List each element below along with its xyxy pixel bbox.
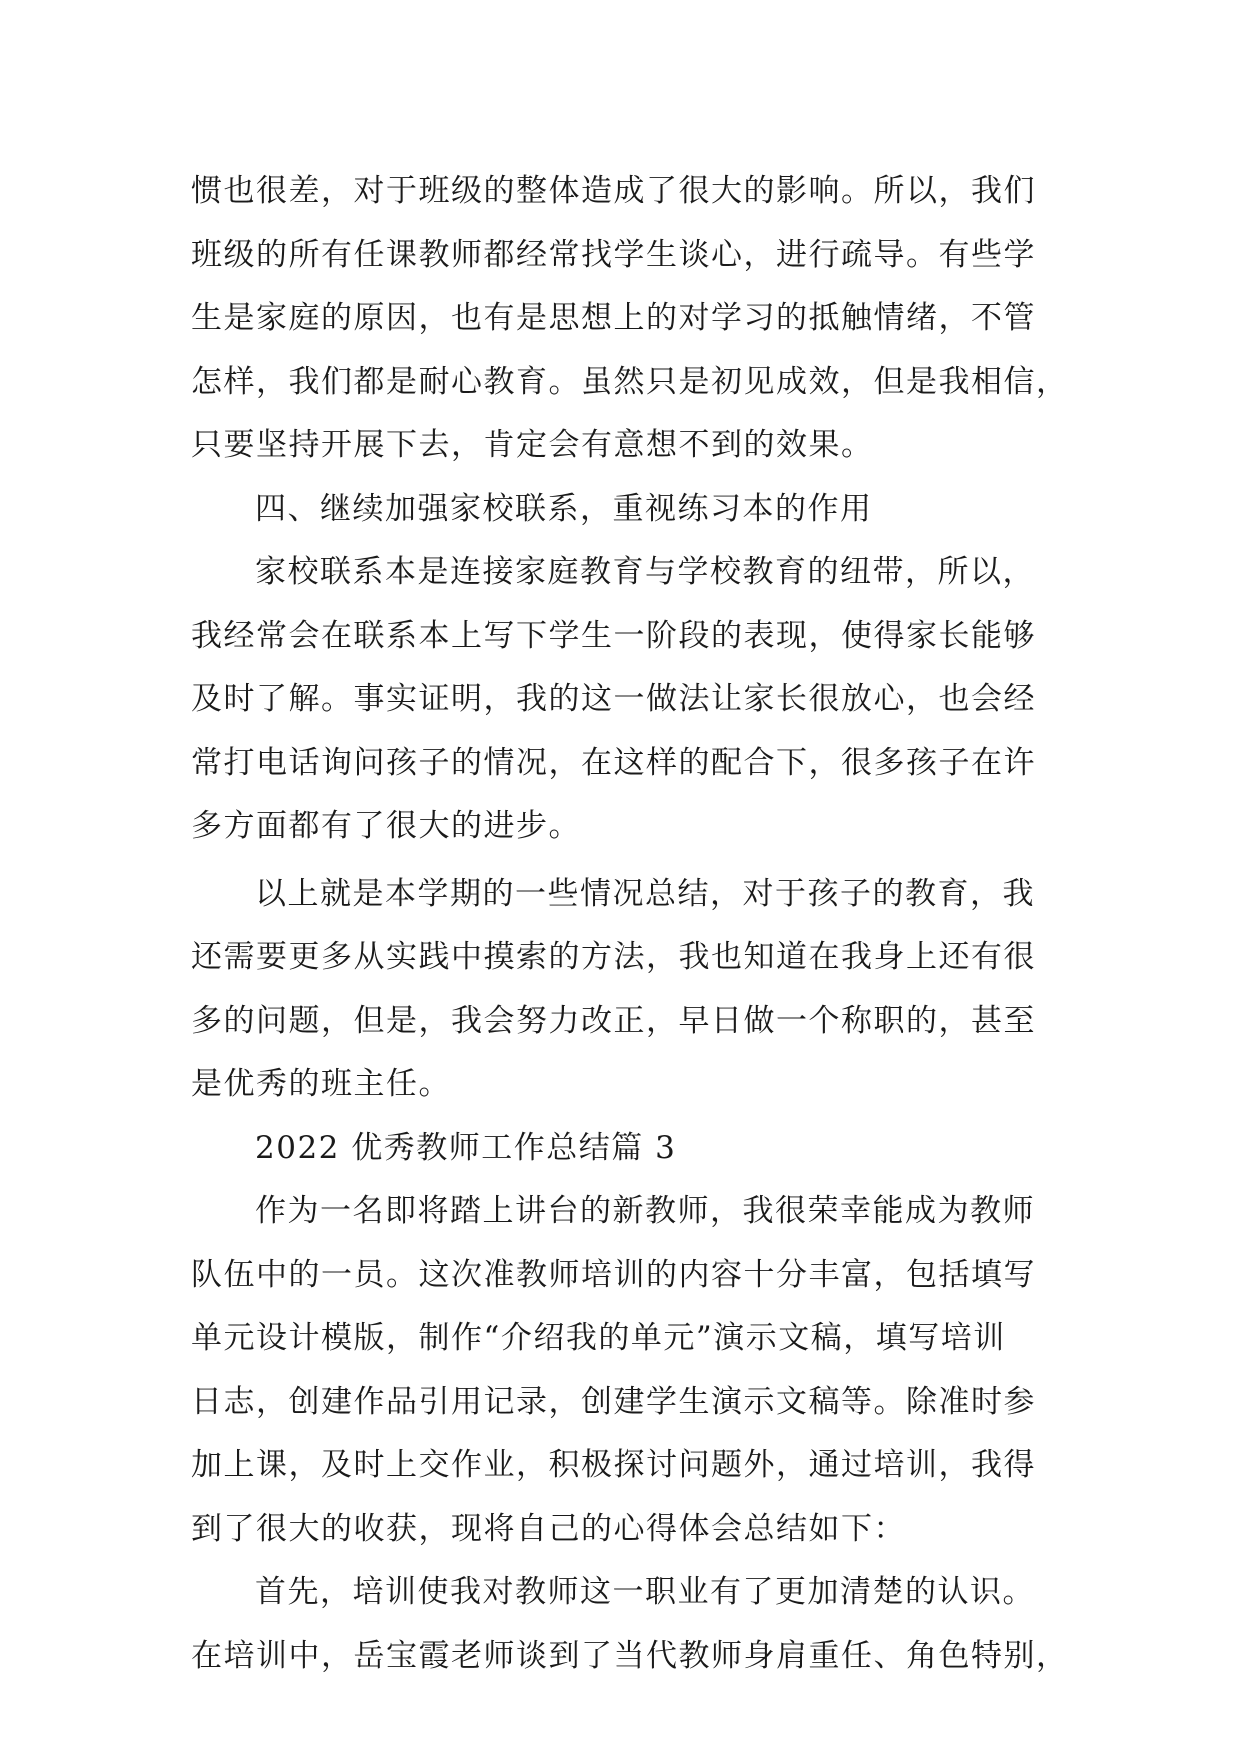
text-line: 加上课，及时上交作业，积极探讨问题外，通过培训，我得 <box>191 1447 1036 1483</box>
text-line: 我经常会在联系本上写下学生一阶段的表现，使得家长能够 <box>191 617 1036 654</box>
paragraph-first-line: 家校联系本是连接家庭教育与学校教育的纽带，所以， <box>255 554 1035 590</box>
text-line: 是优秀的班主任。 <box>191 1066 451 1102</box>
text-line: 惯也很差，对于班级的整体造成了很大的影响。所以，我们 <box>191 173 1036 209</box>
document-body <box>191 160 1071 1688</box>
text-line: 只要坚持开展下去，肯定会有意想不到的效果。 <box>191 427 874 463</box>
article-title: 2022 优秀教师工作总结篇 3 <box>255 1129 677 1166</box>
text-line: 在培训中，岳宝霞老师谈到了当代教师身肩重任、角色特别， <box>191 1637 1069 1674</box>
text-line: 日志，创建作品引用记录，创建学生演示文稿等。除准时参 <box>191 1383 1036 1420</box>
text-line: 多方面都有了很大的进步。 <box>191 808 581 844</box>
section-heading: 四、继续加强家校联系，重视练习本的作用 <box>255 490 873 527</box>
text-line: 班级的所有任课教师都经常找学生谈心，进行疏导。有些学 <box>191 236 1036 273</box>
paragraph-first-line: 首先，培训使我对教师这一职业有了更加清楚的认识。 <box>255 1574 1035 1610</box>
text-line: 常打电话询问孩子的情况，在这样的配合下，很多孩子在许 <box>191 744 1036 781</box>
paragraph-first-line: 以上就是本学期的一些情况总结，对于孩子的教育，我 <box>255 875 1035 912</box>
text-line: 怎样，我们都是耐心教育。虽然只是初见成效，但是我相信， <box>191 363 1069 400</box>
text-line: 还需要更多从实践中摸索的方法，我也知道在我身上还有很 <box>191 939 1036 975</box>
text-line: 及时了解。事实证明，我的这一做法让家长很放心，也会经 <box>191 681 1036 717</box>
text-line: 单元设计模版，制作“介绍我的单元”演示文稿，填写培训 <box>191 1320 1006 1356</box>
text-line: 队伍中的一员。这次准教师培训的内容十分丰富，包括填写 <box>191 1256 1036 1293</box>
text-line: 到了很大的收获，现将自己的心得体会总结如下： <box>191 1510 906 1547</box>
text-line: 生是家庭的原因，也有是思想上的对学习的抵触情绪，不管 <box>191 300 1036 336</box>
text-line: 多的问题，但是，我会努力改正，早日做一个称职的，甚至 <box>191 1002 1036 1039</box>
paragraph-first-line: 作为一名即将踏上讲台的新教师，我很荣幸能成为教师 <box>255 1193 1035 1229</box>
